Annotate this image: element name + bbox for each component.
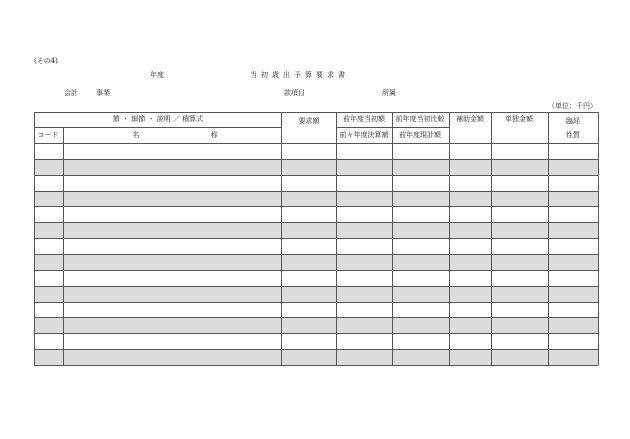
shaded-row bbox=[34, 254, 598, 270]
header-label: 要求額 bbox=[298, 117, 320, 125]
grid-line-h bbox=[34, 206, 598, 207]
header-label: 前年度当初比較 bbox=[395, 115, 445, 123]
header-label: 前年度当初額 bbox=[343, 115, 385, 123]
grid-line-v bbox=[548, 112, 549, 365]
header-label: 臨経 bbox=[566, 117, 580, 125]
grid-line-h bbox=[34, 349, 598, 350]
header-label: 補助金額 bbox=[456, 115, 484, 123]
shaded-row bbox=[34, 159, 598, 175]
grid-line-v bbox=[34, 112, 35, 365]
grid-line-h bbox=[34, 143, 598, 144]
grid-line-h bbox=[34, 175, 598, 176]
grid-line-v bbox=[281, 112, 282, 365]
shaded-row bbox=[34, 317, 598, 333]
grid-line-h bbox=[34, 333, 598, 334]
grid-line-h bbox=[34, 191, 598, 192]
year-label: 年度 bbox=[150, 71, 164, 79]
grid-line-v bbox=[449, 112, 450, 365]
grid-line-h bbox=[34, 270, 598, 271]
grid-line-h bbox=[34, 159, 598, 160]
shaded-row bbox=[34, 222, 598, 238]
shaded-row bbox=[34, 191, 598, 207]
form-number: (その4) bbox=[34, 57, 58, 65]
grid-line-h bbox=[34, 365, 598, 366]
header-label: コード bbox=[37, 131, 59, 139]
accounting-label: 会計 bbox=[64, 89, 78, 97]
header-label: 性質 bbox=[566, 131, 580, 139]
grid-line-h bbox=[34, 112, 598, 113]
header-label: 単独金額 bbox=[505, 115, 533, 123]
unit-label: （単位：千円） bbox=[548, 102, 597, 110]
budget-request-table bbox=[34, 112, 598, 365]
item-label: 款項目 bbox=[284, 89, 305, 97]
shaded-row bbox=[34, 286, 598, 302]
grid-line-h bbox=[34, 302, 598, 303]
grid-line-h bbox=[34, 317, 598, 318]
header-label: 前々年度決算額 bbox=[339, 131, 389, 139]
grid-line-h bbox=[34, 254, 598, 255]
grid-line-h bbox=[34, 222, 598, 223]
header-label: 前年度現計額 bbox=[399, 131, 441, 139]
project-label: 事業 bbox=[96, 89, 110, 97]
grid-line-v bbox=[392, 112, 393, 365]
grid-line-h bbox=[34, 286, 598, 287]
header-mid-line bbox=[34, 127, 281, 128]
grid-line-v bbox=[491, 112, 492, 365]
code-column-line bbox=[63, 127, 64, 365]
grid-line-h bbox=[34, 238, 598, 239]
header-label: 名 bbox=[132, 131, 140, 139]
grid-line-v bbox=[336, 112, 337, 365]
grid-line-v bbox=[598, 112, 599, 365]
department-label: 所属 bbox=[382, 89, 396, 97]
header-label: 節 ・ 細節 ・ 説明 ／ 積算式 bbox=[112, 115, 204, 123]
document-title: 当初歳出予算要求書 bbox=[250, 71, 349, 79]
header-label: 称 bbox=[210, 131, 218, 139]
shaded-row bbox=[34, 349, 598, 365]
